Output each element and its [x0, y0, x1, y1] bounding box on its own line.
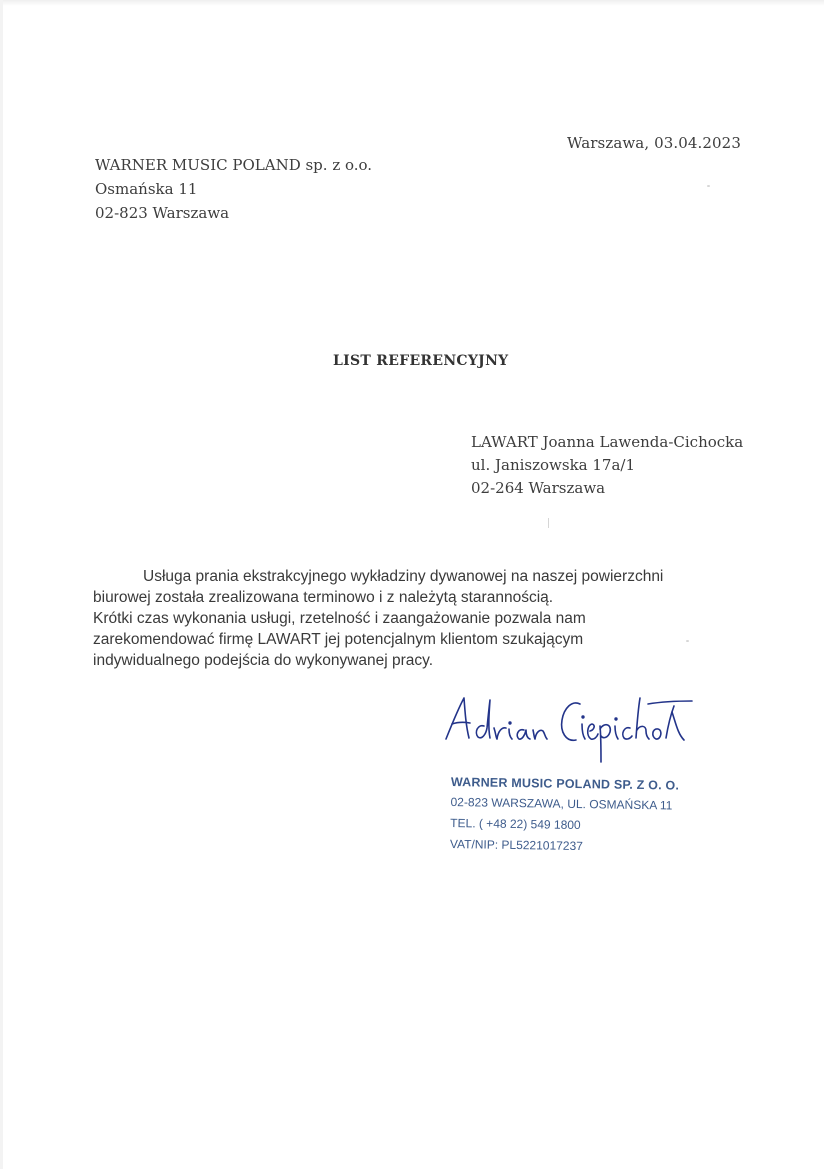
- letter-body: [93, 566, 663, 671]
- body-line: indywidualnego podejścia do wykonywanej pracy.: [93, 652, 434, 669]
- recipient-street: ul. Janiszowska 17a/1: [471, 456, 636, 474]
- scan-speck: [548, 518, 549, 528]
- stamp-company: WARNER MUSIC POLAND SP. Z O. O.: [450, 775, 680, 793]
- scan-edge-top: [0, 0, 824, 6]
- body-line: biurowej została zrealizowana terminowo i z należytą starannością.: [93, 589, 554, 606]
- handwritten-signature: [440, 684, 700, 764]
- recipient-city: 02-264 Warszawa: [471, 479, 606, 497]
- body-line: Usługa prania ekstrakcyjnego wykładziny dywanowej na naszej powierzchni: [143, 568, 664, 585]
- stamp-address: 02-823 WARSZAWA, UL. OSMAŃSKA 11: [450, 794, 673, 813]
- company-stamp: [450, 775, 679, 862]
- recipient-address: [471, 431, 743, 500]
- body-line: zarekomendować firmę LAWART jej potencjalnym klientom szukającym: [93, 631, 584, 648]
- body-line: Krótki czas wykonania usługi, rzetelność i zaangażowanie pozwala nam: [93, 610, 586, 627]
- letter-title: LIST REFERENCYJNY: [333, 353, 509, 369]
- scan-speck: [686, 640, 689, 642]
- sender-company: WARNER MUSIC POLAND sp. z o.o.: [95, 156, 373, 174]
- stamp-vat: VAT/NIP: PL5221017237: [449, 836, 583, 854]
- sender-city: 02-823 Warszawa: [95, 204, 230, 222]
- recipient-name: LAWART Joanna Lawenda-Cichocka: [471, 433, 744, 451]
- scan-speck: [707, 185, 710, 187]
- sender-street: Osmańska 11: [95, 180, 198, 198]
- scan-edge-left: [0, 0, 3, 1169]
- sender-address: [95, 153, 372, 225]
- stamp-phone: TEL. ( +48 22) 549 1800: [450, 815, 581, 833]
- letter-date: Warszawa, 03.04.2023: [567, 134, 741, 152]
